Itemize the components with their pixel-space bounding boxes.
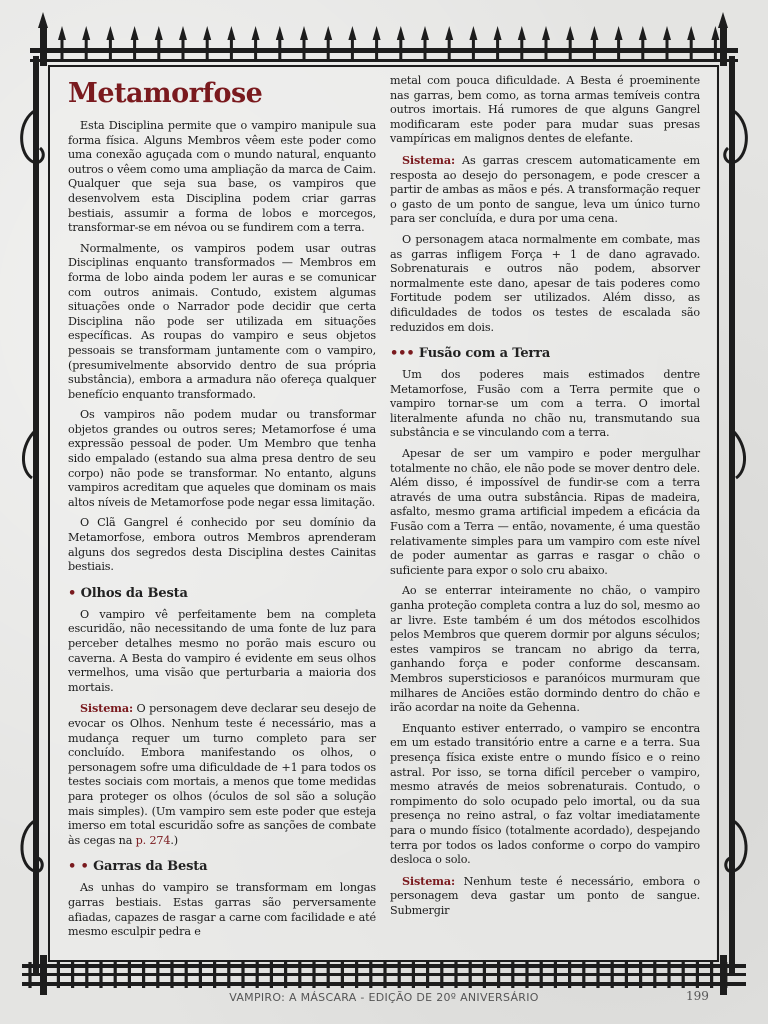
fence-post [185,962,188,988]
level-dots: • [68,585,77,601]
fence-spike [711,26,719,40]
fence-post [128,962,131,988]
page-reference-link[interactable]: p. 274 [135,833,171,847]
fence-post [28,962,31,988]
fence-spike [663,26,671,40]
fence-post [227,962,230,988]
fence-bar [569,38,572,62]
fence-spike [203,26,211,40]
fence-bar [254,38,257,62]
fence-bar [666,38,669,62]
fence-post [383,962,386,988]
right-column [390,74,700,924]
fence-post [540,962,543,988]
fence-spike [155,26,163,40]
fence-spike [518,26,526,40]
fence-post [213,962,216,988]
fence-spike [348,26,356,40]
fence-spike [421,26,429,40]
fence-post [710,962,713,988]
fence-spike [131,26,139,40]
fence-post [554,962,557,988]
fence-post [57,962,60,988]
fence-post [142,962,145,988]
fence-post [312,962,315,988]
garras-continuation: metal com pouca dificuldade. A Besta é proeminente nas garras, bem como, as torna armas temíveis contra outros imortais. Há rumores de que alguns Gangrel modificaram este poder para mudar suas presas vampíricas em malignos dentes de elefante. [390,74,700,146]
fence-post [568,962,571,988]
fence-post [85,962,88,988]
fence-post [241,962,244,988]
fence-spike [227,26,235,40]
fence-bar [278,38,281,62]
fence-bar [157,38,160,62]
fence-post [43,962,46,988]
fusao-sistema [390,874,700,919]
fence-post [341,962,344,988]
sistema-label: Sistema: [402,873,455,888]
fence-post [596,962,599,988]
footer-book-title: VAMPIRO: A MÁSCARA - EDIÇÃO DE 20º ANIVERSÁRIO [229,991,539,1004]
fence-spike [58,26,66,40]
sistema-label: Sistema: [80,701,133,716]
sistema-text: O personagem deve declarar seu desejo de evocar os Olhos. Nenhum teste é necessário, mas a mudança requer um turno completo para ser concluído. Embora manifestando os olhos, o personagem sofre uma dificuldade de +1 para todos os testes sociais com mortais, a menos que tome medidas para proteger os olhos (óculos de sol são a solução mais simples). (Um vampiro sem este poder que esteja imerso em total escuridão sofre as sanções de combate às cegas na [68,702,376,847]
heading-text: Olhos da Besta [80,585,188,601]
fence-post [156,962,159,988]
fence-spike [566,26,574,40]
fence-bar [399,38,402,62]
fence-post [199,962,202,988]
fence-post [653,962,656,988]
fence-bar [61,38,64,62]
fence-bar [133,38,136,62]
fence-bar [641,38,644,62]
fence-bar [496,38,499,62]
fence-spike [252,26,260,40]
olhos-sistema [68,701,376,848]
fence-post [170,962,173,988]
sistema-text: As garras crescem automaticamente em resposta ao desejo do personagem, e pode crescer a partir de ambas as mãos e pés. A transformação requer o gasto de um ponto de sangue, leva um único turno para ser concluída, e dura por uma cena. [390,153,700,226]
fence-post [355,962,358,988]
fence-spike [687,26,695,40]
fence-spike [445,26,453,40]
fence-post [469,962,472,988]
fence-spike [590,26,598,40]
fence-post [284,962,287,988]
fence-post [454,962,457,988]
sistema-text: Nenhum teste é necessário, embora o personagem deva gastar um ponto de sangue. Submergir [390,874,700,917]
page-title: Metamorfose [68,78,263,109]
intro-paragraph-3: Os vampiros não podem mudar ou transformar objetos grandes ou outros seres; Metamorfose é uma expressão pessoal de poder. Um Membro que tenha sido empalado (estando sua alma presa dentro de seu corpo) não pode se transformar. No entanto, alguns vampiros acreditam que aqueles que dominam os mais altos níveis de Metamorfose pode negar essa limitação. [68,408,376,509]
fence-post [497,962,500,988]
fence-post [483,962,486,988]
fence-post [99,962,102,988]
fence-bar [472,38,475,62]
fusao-paragraph-1: Um dos poderes mais estimados dentre Metamorfose, Fusão com a Terra permite que o vampiro tornar-se um com a terra. O imortal literalmente afunda no chão nu, transmutando sua substância e se vinculando com a terra. [390,368,700,440]
page-number: 199 [686,989,709,1003]
fence-bar [375,38,378,62]
fence-bar [520,38,523,62]
fence-post [71,962,74,988]
fence-spike [494,26,502,40]
fence-spike [106,26,114,40]
level-dots: ••• [390,346,415,362]
fence-spike [469,26,477,40]
fence-post [511,962,514,988]
heading-text: Garras da Besta [93,859,208,875]
fence-post [412,962,415,988]
fence-spike [82,26,90,40]
fence-post [525,962,528,988]
fence-post [426,962,429,988]
fence-spike [397,26,405,40]
fence-bar [85,38,88,62]
fence-spike [373,26,381,40]
fence-spike [615,26,623,40]
fence-bar [545,38,548,62]
garras-combat-paragraph: O personagem ataca normalmente em combate, mas as garras infligem Força + 1 de dano agravado. Sobrenaturais e outros não podem, absorver normalmente este dano, apesar de tais poderes como Fortitude podem ser utilizados. Além disso, as dificuldades de todos os testes de escalada são reduzidos em dois. [390,232,700,334]
fence-spike [542,26,550,40]
fence-post [639,962,642,988]
fence-bar [448,38,451,62]
intro-paragraph-2: Normalmente, os vampiros podem usar outras Disciplinas enquanto transformados — Membros em forma de lobo ainda podem ler auras e se comunicar com outros animais. Contudo, existem algumas situações onde o Narrador pode decidir que certa Disciplina não pode ser utilizada em situações específicas. As roupas do vampiro e seus objetos pessoais se transformam juntamente com o vampiro, (presumivelmente absorvido dentro de sua própria substância), embora a armadura não ofereça qualquer benefício enquanto transformado. [68,241,376,401]
fusao-paragraph-3: Ao se enterrar inteiramente no chão, o vampiro ganha proteção completa contra a luz do sol, mesmo ao ar livre. Este também é um dos métodos escolhidos pelos Membros que querem dormir por alguns séculos; estes vampiros se trancam no abrigo da terra, ganhando força e poder conforme descansam. Membros supersticiosos e paranóicos murmuram que milhares de Anciões estão dormindo dentro do chão e irão acordar na noite da Gehenna. [390,584,700,715]
olhos-paragraph: O vampiro vê perfeitamente bem na completa escuridão, não necessitando de uma fonte de luz para perceber detalhes mesmo no porão mais escuro ou caverna. A Besta do vampiro é evidente em seus olhos vermelhos, uma visão que perturbaria a maioria dos mortais. [68,607,376,694]
fusao-paragraph-2: Apesar de ser um vampiro e poder mergulhar totalmente no chão, ele não pode se mover dentro dele. Além disso, é impossível de fundir-se com a terra através de uma outra substância. Ripas de madeira, asfalto, mesmo grama artificial impedem a eficácia da Fusão com a Terra — então, novamente, é uma questão relativamente simples para um vampiro com este nível de poder aumentar as garras e rasgar o chão o suficiente para expor o solo cru abaixo. [390,447,700,577]
fence-post [667,962,670,988]
fence-post [440,962,443,988]
fence-post [270,962,273,988]
fence-post [625,962,628,988]
fence-bar [206,38,209,62]
fence-bar [351,38,354,62]
fence-spike [639,26,647,40]
fence-bar [109,38,112,62]
fence-bar [714,38,717,62]
heading-fusao-com-a-terra [390,345,700,362]
garras-sistema [390,153,700,227]
fence-bar [690,38,693,62]
heading-olhos-da-besta [68,585,376,602]
fence-bar [303,38,306,62]
sistema-label: Sistema: [402,152,455,167]
fence-spike [276,26,284,40]
fence-bar [182,38,185,62]
fence-bar [617,38,620,62]
intro-paragraph-4: O Clã Gangrel é conhecido por seu domínio da Metamorfose, embora outros Membros aprenderam alguns dos segredos desta Disciplina destes Cainitas bestiais. [68,516,376,574]
fence-spike [179,26,187,40]
garras-paragraph: As unhas do vampiro se transformam em longas garras bestiais. Estas garras são perversamente afiadas, capazes de rasgar a carne com facilidade e até mesmo esculpir pedra e [68,881,376,939]
fence-post [327,962,330,988]
heading-text: Fusão com a Terra [418,346,551,362]
fence-bar [230,38,233,62]
fence-post [611,962,614,988]
fence-spike [324,26,332,40]
fence-spike [300,26,308,40]
fence-bar [593,38,596,62]
level-dots: • • [68,859,89,875]
heading-garras-da-besta [68,858,376,875]
fence-bar [327,38,330,62]
fence-post [682,962,685,988]
fence-post [369,962,372,988]
fence-post [724,962,727,988]
fence-post [696,962,699,988]
fence-post [398,962,401,988]
intro-paragraph-1: Esta Disciplina permite que o vampiro manipule sua forma física. Alguns Membros vêem este poder como uma conexão aguçada com o mundo natural, enquanto outros o vêem como uma ampliação da marca de Caim. Qualquer que seja sua base, os vampiros que desenvolvem esta Disciplina podem criar garras bestiais, assumir a forma de lobos e morcegos, transformar-se em névoa ou se fundirem com a terra. [68,119,376,235]
fusao-paragraph-4: Enquanto estiver enterrado, o vampiro se encontra em um estado transitório entre a carne e a terra. Sua presença física existe entre o mundo físico e o reino astral. Por isso, se torna difícil perceber o vampiro, mesmo através de meios sobrenaturais. Contudo, o rompimento do solo ocupado pelo imortal, ou da sua presença no reino astral, o faz voltar imediatamente para o mundo físico (totalmente acordado), despejando terra por todos os lados conforme o corpo do vampiro desloca o solo. [390,721,700,867]
fence-post [114,962,117,988]
fence-post [256,962,259,988]
fence-bar [424,38,427,62]
fence-post [582,962,585,988]
sistema-end: .) [170,833,178,847]
left-column [68,78,376,946]
fence-post [298,962,301,988]
